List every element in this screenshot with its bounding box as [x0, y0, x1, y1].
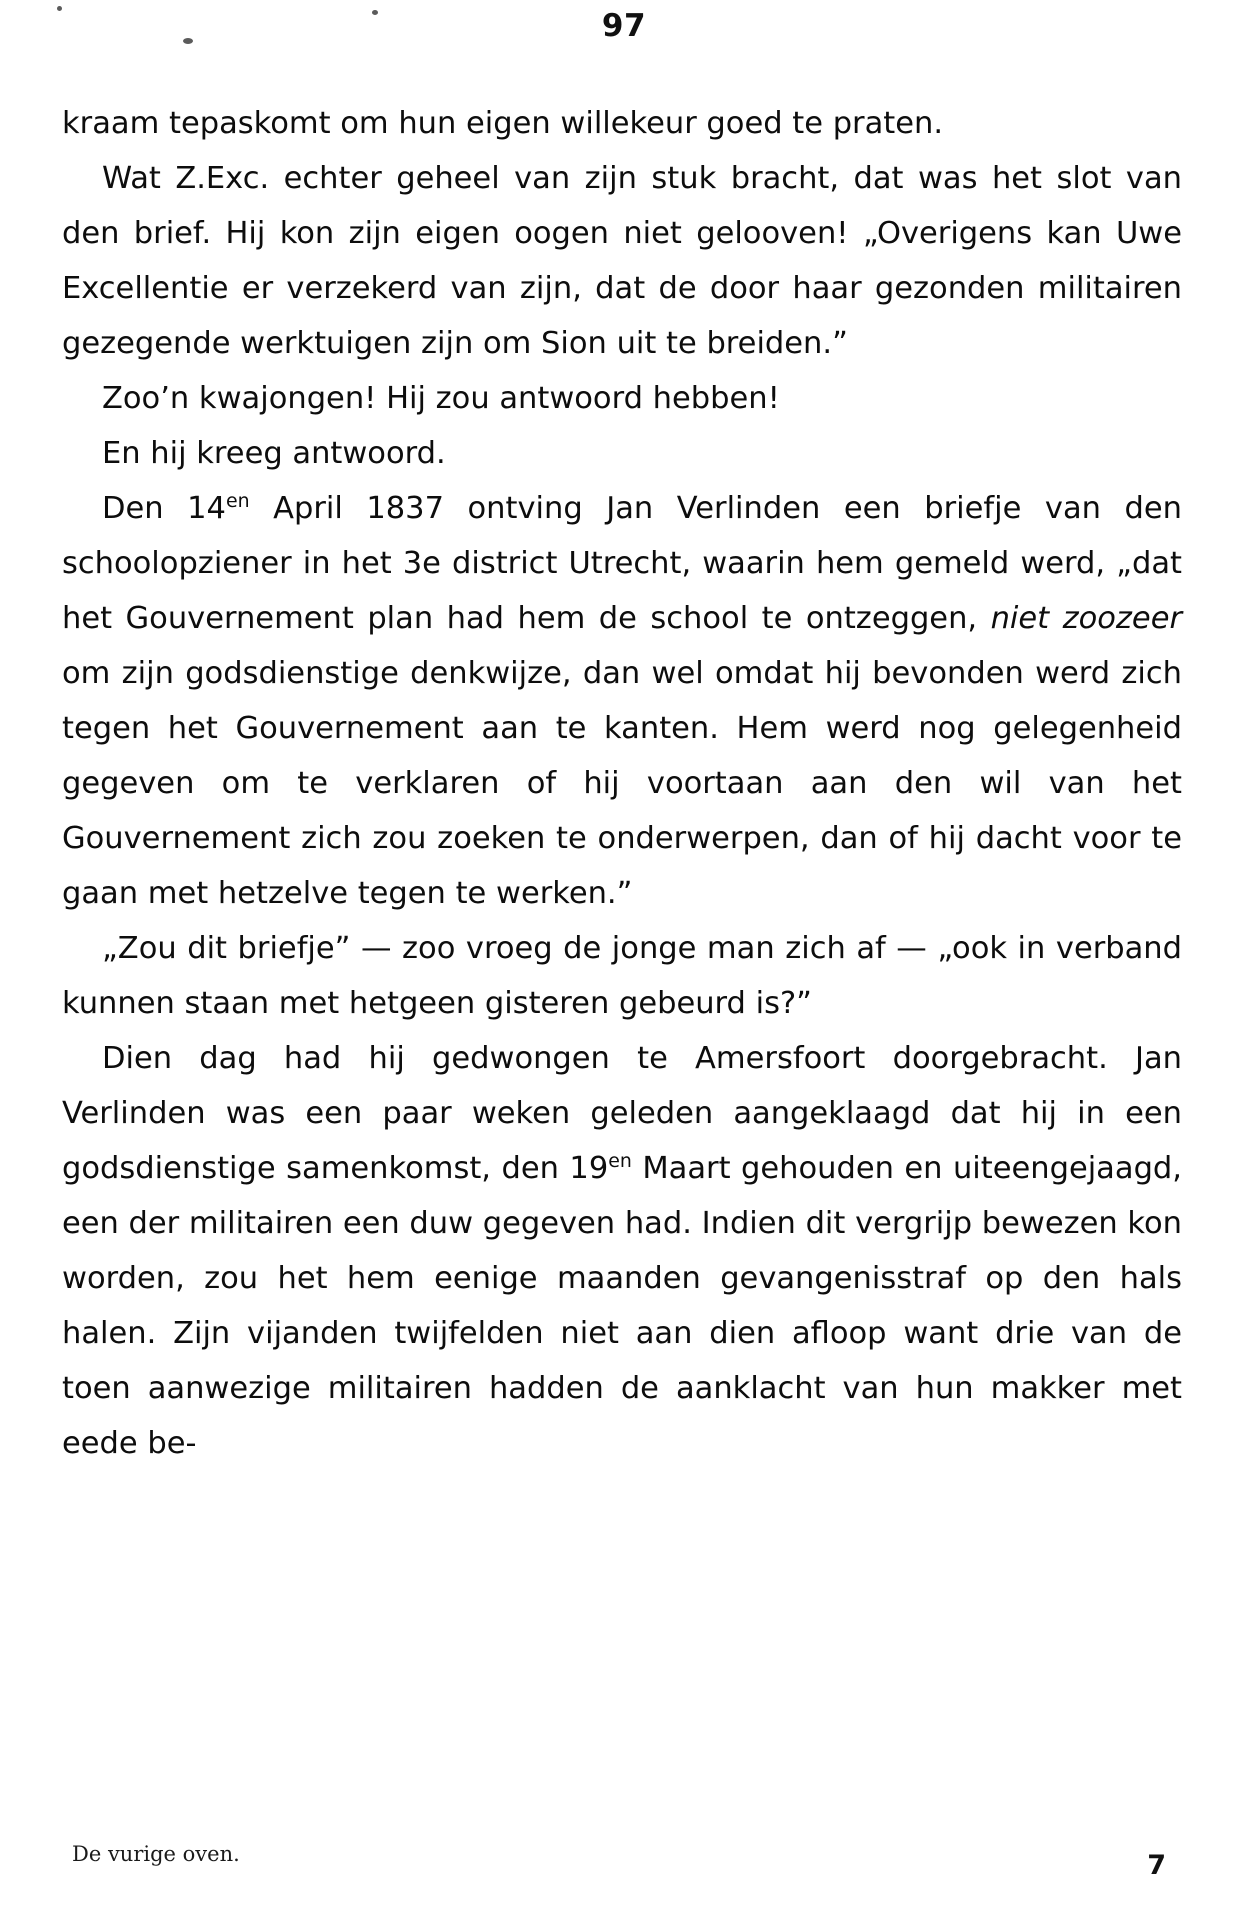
page-number-top: 97 — [601, 8, 647, 44]
footer-caption: De vurige oven. — [72, 1842, 240, 1866]
paragraph-6: „Zou dit briefje” — zoo vroeg de jonge man zich af — „ook in verband kunnen staan met hetgeen gisteren gebeurd is?” — [62, 931, 1182, 1021]
paragraph-7 — [62, 1031, 1182, 1471]
paragraph-4: En hij kreeg antwoord. — [102, 436, 446, 471]
paragraph-5-italic-phrase: niet zoozeer — [990, 601, 1182, 636]
paragraph-5-superscript-1: en — [225, 489, 250, 512]
paragraph-5 — [62, 481, 1182, 921]
paragraph-5-part-3: om zijn godsdienstige denkwijze, dan wel omdat hij bevonden werd zich tegen het Gouvernement aan te kanten. Hem werd nog gelegenheid gegeven om te verklaren of hij voortaan aan den wil van het Gouvernement zich zou zoeken te onderwerpen, dan of hij dacht voor te gaan met hetzelve tegen te werken.” — [62, 656, 1182, 911]
footer-signature-number: 7 — [1147, 1850, 1166, 1881]
paragraph-5-part-2: April 1837 ontving Jan Verlinden een briefje van den schoolopziener in het 3e district Utrecht, waarin hem gemeld werd, „dat het Gouvernement plan had hem de school te ontzeggen, — [62, 491, 1182, 636]
paragraph-2: Wat Z.Exc. echter geheel van zijn stuk bracht, dat was het slot van den brief. Hij kon zijn eigen oogen niet gelooven! „Overigens kan Uwe Excellentie er verzekerd van zijn, dat de door haar gezonden militairen gezegende werktuigen zijn om Sion uit te breiden.” — [62, 161, 1182, 361]
paragraph-1: kraam tepaskomt om hun eigen willekeur goed te praten. — [62, 106, 944, 141]
paragraph-7-part-1: Dien dag had hij gedwongen te Amersfoort doorgebracht. Jan Verlinden was een paar weken geleden aangeklaagd dat hij in een godsdienstige samenkomst, den 19 — [62, 1041, 1182, 1186]
body-text-block — [62, 96, 1182, 1471]
paragraph-5-part-1: Den 14 — [102, 491, 226, 526]
page-footer — [0, 1842, 1248, 1892]
paragraph-7-superscript-1: en — [608, 1149, 632, 1172]
paragraph-7-part-2: Maart gehouden en uiteengejaagd, een der militairen een duw gegeven had. Indien dit vergrijp bewezen kon worden, zou het hem eenige maanden gevangenisstraf op den hals halen. Zijn vijanden twijfelden niet aan dien afloop want drie van de toen aanwezige militairen hadden de aanklacht van hun makker met eede be- — [62, 1151, 1182, 1461]
paragraph-3: Zoo’n kwajongen! Hij zou antwoord hebben! — [102, 381, 780, 416]
